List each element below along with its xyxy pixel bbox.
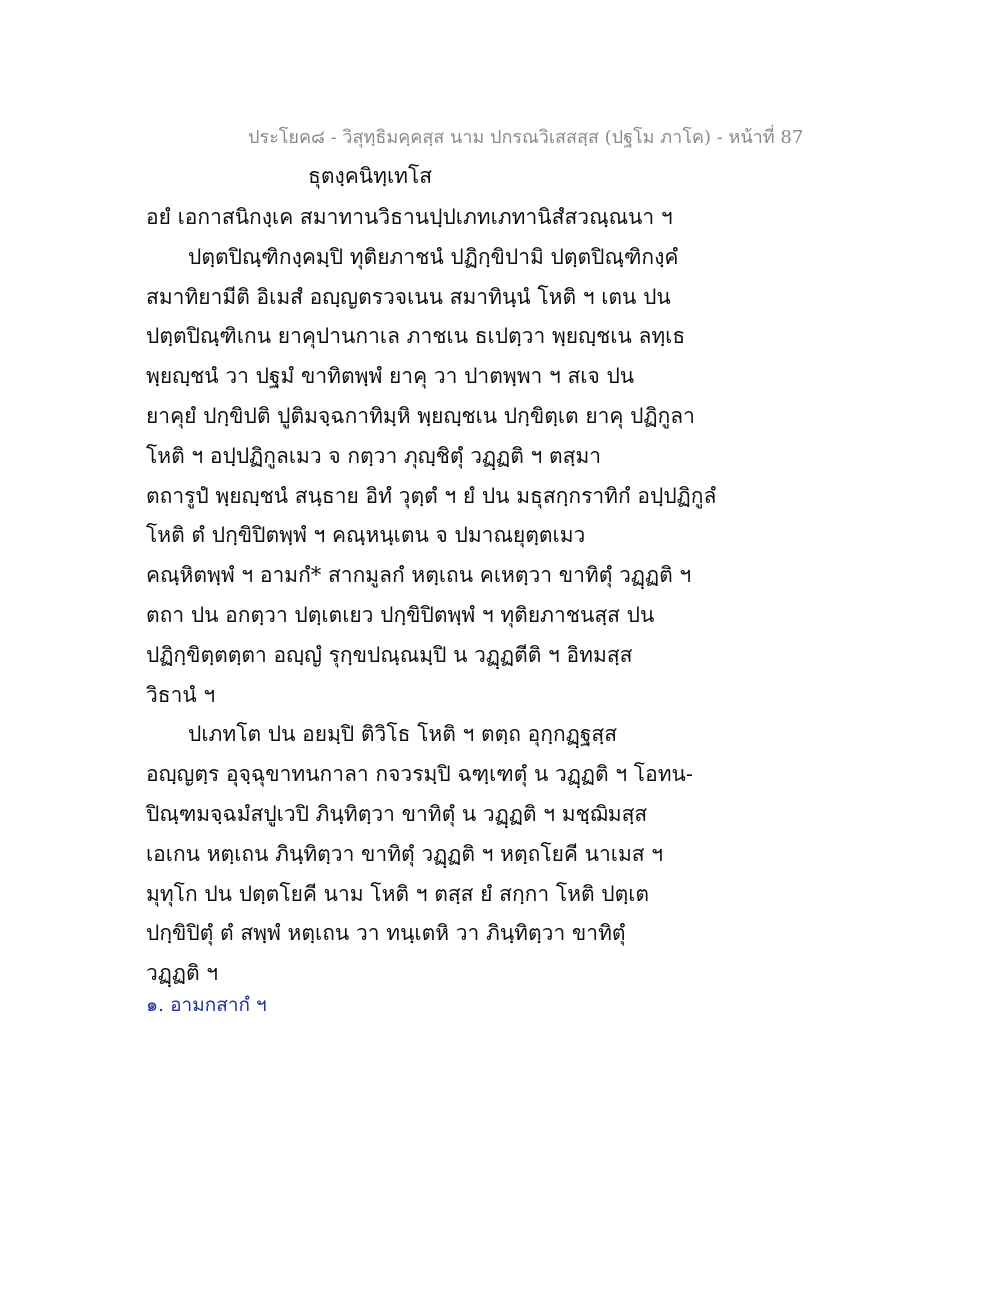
page-header: ประโยค๘ - วิสุทฺธิมคฺคสฺส นาม ปกรณวิเสสสฺส (ปฐโม ภาโค) - หน้าที่ 87 — [248, 127, 804, 148]
body-text — [146, 198, 717, 994]
text-line: ปตฺตปิณฺฑิเกน ยาคุปานกาเล ภาชเน ธเปตฺวา พฺยญฺชเน ลทฺเธ — [146, 324, 686, 349]
text-line: ปิณฺฑมจฺฉมํสปูเวปิ ภินฺทิตฺวา ขาทิตุํ น วฏฺฏติ ฯ มชฺฌิมสฺส — [146, 801, 648, 826]
text-line: เอเกน หตฺเถน ภินฺทิตฺวา ขาทิตุํ วฏฺฏติ ฯ หตฺถโยคี นาเมส ฯ — [146, 841, 664, 866]
text-line: วิธานํ ฯ — [146, 682, 216, 707]
text-line: มุทุโก ปน ปตฺตโยคี นาม โหติ ฯ ตสฺส ยํ สกฺกา โหติ ปตฺเต — [146, 881, 650, 906]
text-line: ปฏิกฺขิตฺตตฺตา อญฺญํ รุกฺขปณฺณมฺปิ น วฏฺฏตีติ ฯ อิทมสฺส — [146, 642, 633, 667]
text-line: คณฺหิตพฺพํ ฯ อามกํ* สากมูลกํ หตฺเถน คเหตฺวา ขาทิตุํ วฏฺฏติ ฯ — [146, 563, 692, 588]
text-line: ปเภทโต ปน อยมฺปิ ติวิโธ โหติ ฯ ตตฺถ อุกฺกฏฺฐสฺส — [188, 722, 618, 747]
text-line: ตถารูปํ พฺยญฺชนํ สนฺธาย อิทํ วุตฺตํ ฯ ยํ ปน มธุสกฺกราทิกํ อปฺปฏิกูลํ — [146, 483, 717, 508]
text-line: พฺยญฺชนํ วา ปฐมํ ขาทิตพฺพํ ยาคุ วา ปาตพฺพา ฯ สเจ ปน — [146, 364, 635, 389]
text-line: ปตฺตปิณฺฑิกงฺคมฺปิ ทุติยภาชนํ ปฏิกฺขิปามิ ปตฺตปิณฺฑิกงฺคํ — [188, 244, 679, 269]
text-line: อญฺญตฺร อุจฺฉุขาทนกาลา กจวรมฺปิ ฉฑฺเฑตุํ น วฏฺฏติ ฯ โอทน- — [146, 762, 693, 787]
text-line: วฏฺฏติ ฯ — [146, 961, 219, 986]
text-line: ยาคุยํ ปกฺขิปติ ปูติมจฺฉกาทิมฺหิ พฺยญฺชเน ปกฺขิตฺเต ยาคุ ปฏิกูลา — [146, 403, 695, 428]
text-line: โหติ ฯ อปฺปฏิกูลเมว จ กตฺวา ภุญฺชิตุํ วฏฺฏติ ฯ ตสฺมา — [146, 443, 602, 468]
text-line: โหติ ตํ ปกฺขิปิตพฺพํ ฯ คณฺหนฺเตน จ ปมาณยุตฺตเมว — [146, 523, 586, 548]
footnote: ๑. อามกสากํ ฯ — [146, 994, 267, 1016]
text-line: สมาทิยามีติ อิเมสํ อญฺญตรวจเนน สมาทินฺนํ โหติ ฯ เตน ปน — [146, 284, 671, 309]
section-title: ธุตงฺคนิทฺเทโส — [308, 164, 433, 188]
text-line: อยํ เอกาสนิกงฺเค สมาทานวิธานปฺปเภทเภทานิสํสวณฺณนา ฯ — [146, 205, 673, 229]
text-line: ปกฺขิปิตุํ ตํ สพฺพํ หตฺเถน วา ทนฺเตหิ วา ภินฺทิตฺวา ขาทิตุํ — [146, 921, 626, 946]
text-line: ตถา ปน อกตฺวา ปตฺเตเยว ปกฺขิปิตพฺพํ ฯ ทุติยภาชนสฺส ปน — [146, 602, 655, 627]
